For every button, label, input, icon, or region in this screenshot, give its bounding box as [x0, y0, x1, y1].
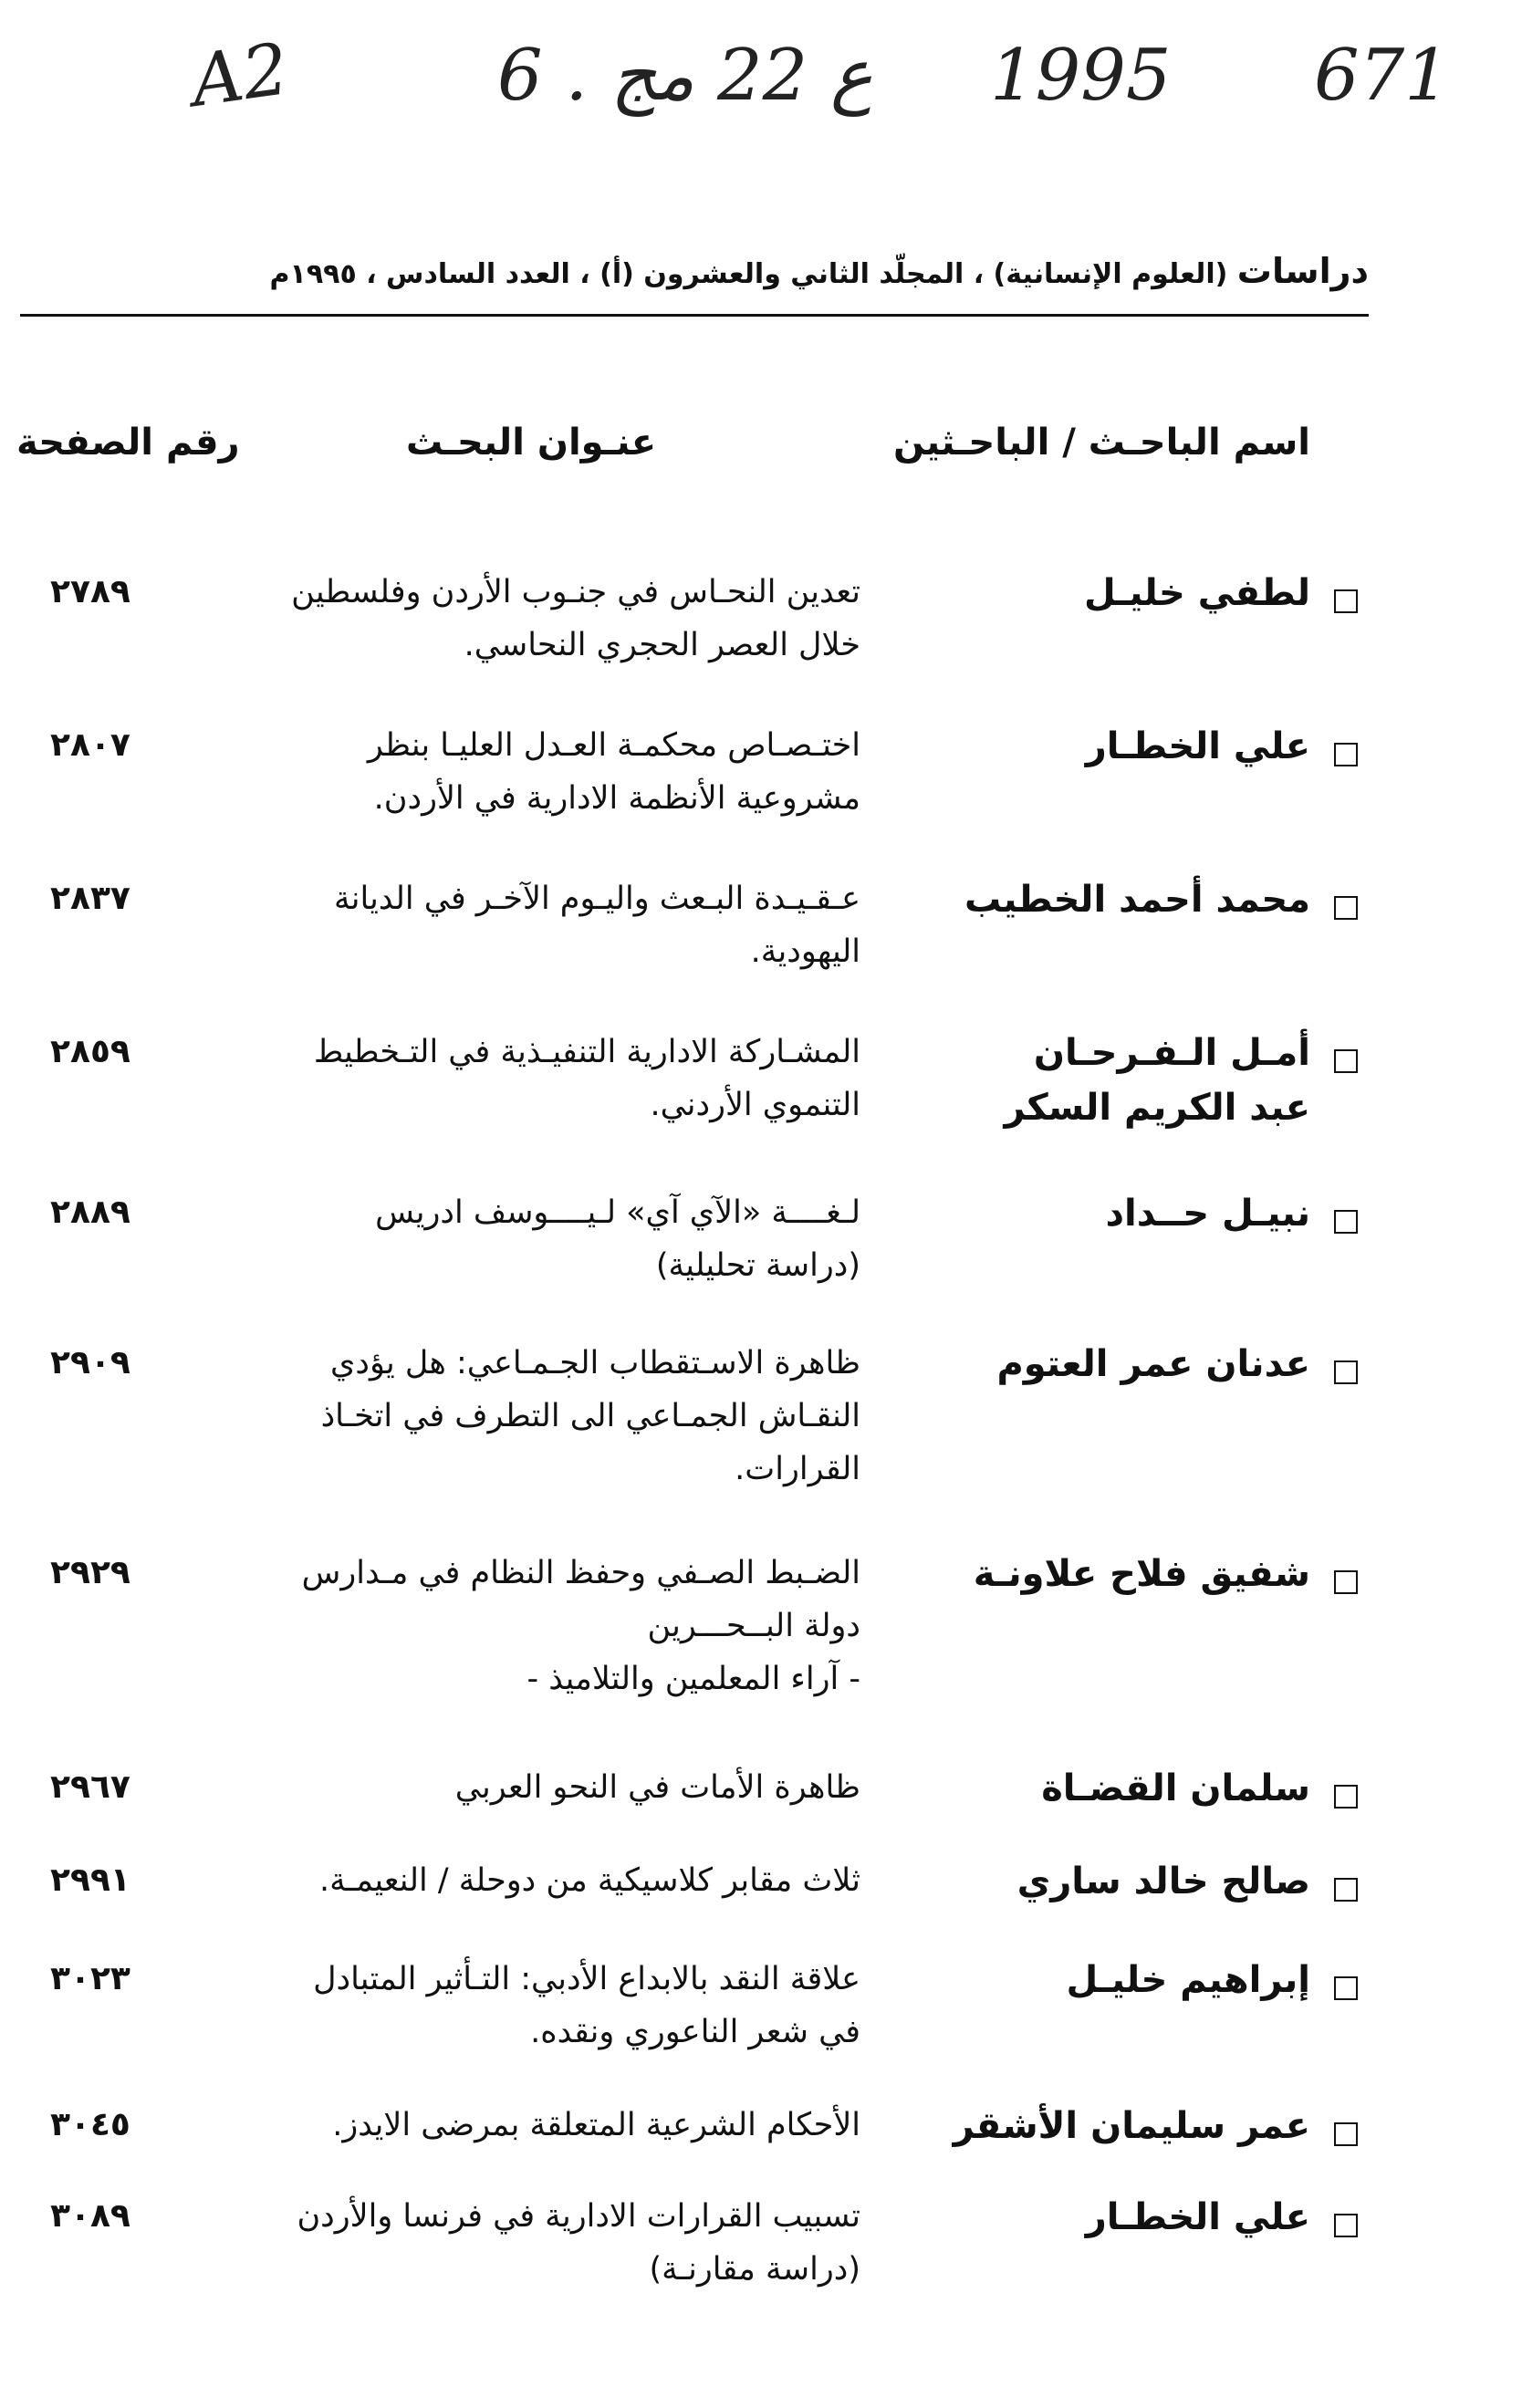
handwritten-volume-ref: 6 . ع 22 مج [497, 35, 873, 117]
journal-details: (العلوم الإنسانية) ، المجلّد الثاني والعشرون (أ) ، العدد السادس ، ١٩٩٥م [269, 258, 1237, 290]
author-line: علي الخطـار [1085, 2196, 1310, 2238]
entry-page-number: ٢٩٢٩ [50, 1554, 130, 1591]
title-line: في شعر الناعوري ونقده. [530, 2014, 860, 2050]
title-line: الأحكام الشرعية المتعلقة بمرضى الايدز. [332, 2107, 860, 2143]
handwritten-number: 671 [1314, 35, 1450, 117]
entry-title [222, 1953, 860, 2059]
journal-header [18, 251, 1369, 291]
title-line: ثلاث مقابر كلاسيكية من دوحلة / النعيمـة. [318, 1862, 860, 1899]
checkbox-square-icon [1334, 1570, 1358, 1594]
title-line: تعدين النحـاس في جنـوب الأردن وفلسطين [291, 574, 860, 610]
author-line: إبراهيم خليـل [1066, 1959, 1310, 2001]
title-line: اليهودية. [750, 933, 860, 970]
title-line: اختـصـاص محكمـة العـدل العليـا بنظر [367, 727, 860, 764]
title-line: عـقـيـدة البـعث واليـوم الآخـر في الديانة [333, 881, 860, 917]
title-line: دولة البــحـــرين [647, 1608, 860, 1644]
entry-author [927, 1026, 1310, 1135]
entry-author [927, 719, 1310, 774]
entry-page-number: ٢٩٩١ [50, 1861, 130, 1899]
entry-author [927, 1186, 1310, 1241]
entry-page-number: ٢٨٠٧ [50, 726, 130, 764]
author-line: أمـل الـفـرحـان [1033, 1032, 1310, 1074]
checkbox-square-icon [1334, 1360, 1358, 1384]
entry-page-number: ٣٠٢٣ [50, 1960, 130, 1997]
title-line: مشروعية الأنظمة الادارية في الأردن. [373, 780, 860, 817]
entry-author [927, 1547, 1310, 1601]
author-line: عمر سليمان الأشقر [953, 2105, 1310, 2147]
checkbox-square-icon [1334, 1049, 1358, 1073]
entry-page-number: ٢٨٥٩ [50, 1033, 130, 1070]
entry-author [927, 1761, 1310, 1816]
column-header-page: رقم الصفحة [16, 422, 240, 464]
header-divider [20, 314, 1369, 317]
title-line: النقـاش الجمـاعي الى التطرف في اتخـاذ [320, 1398, 860, 1434]
entry-page-number: ٢٨٨٩ [50, 1194, 130, 1231]
column-header-author: اسم الباحـث / الباحـثين [893, 422, 1310, 464]
entry-page-number: ٢٧٨٩ [50, 573, 130, 610]
title-line: علاقة النقد بالابداع الأدبي: التـأثير المتبادل [313, 1961, 860, 1997]
entry-title [222, 2099, 860, 2152]
entry-author [927, 2190, 1310, 2245]
entry-author [927, 2099, 1310, 2153]
title-line: تسبيب القرارات الادارية في فرنسا والأردن [297, 2198, 860, 2235]
checkbox-square-icon [1334, 896, 1358, 920]
author-line: سلمان القضـاة [1041, 1767, 1310, 1809]
title-line: لـغــــة «الآي آي» لـيــــوسف ادريس [375, 1194, 860, 1231]
checkbox-square-icon [1334, 2214, 1358, 2237]
checkbox-square-icon [1334, 743, 1358, 766]
title-line: - آراء المعلمين والتلاميذ - [526, 1661, 860, 1697]
entry-author [927, 872, 1310, 927]
author-line: صالح خالد ساري [1016, 1861, 1310, 1902]
entry-title [222, 872, 860, 978]
entry-title [222, 2190, 860, 2296]
title-line: التنموي الأردني. [650, 1087, 860, 1123]
checkbox-square-icon [1334, 589, 1358, 613]
handwritten-year: 1995 [990, 35, 1172, 117]
checkbox-square-icon [1334, 2122, 1358, 2146]
author-line: لطفي خليـل [1083, 572, 1310, 614]
title-line: (دراسة مقارنـة) [649, 2251, 860, 2288]
author-line: محمد أحمد الخطيب [964, 879, 1310, 921]
entry-author [927, 1854, 1310, 1909]
handwritten-code: A2 [186, 28, 294, 123]
title-line: الضـبط الصـفي وحفظ النظام في مـدارس [301, 1555, 860, 1591]
checkbox-square-icon [1334, 1785, 1358, 1809]
entry-title [222, 1337, 860, 1496]
entry-page-number: ٢٨٣٧ [50, 880, 130, 917]
checkbox-square-icon [1334, 1210, 1358, 1234]
entry-page-number: ٢٩٦٧ [50, 1768, 130, 1806]
author-line: علي الخطـار [1085, 725, 1310, 767]
author-line: شفيق فلاح علاونـة [973, 1553, 1310, 1595]
entry-author [927, 1953, 1310, 2007]
entry-page-number: ٣٠٤٥ [50, 2106, 130, 2143]
entry-title [222, 1026, 860, 1131]
entry-author [927, 1337, 1310, 1392]
title-line: المشـاركة الادارية التنفيـذية في التـخطيط [313, 1034, 860, 1070]
entry-title [222, 1547, 860, 1705]
title-line: (دراسة تحليلية) [655, 1247, 860, 1284]
entry-page-number: ٣٠٨٩ [50, 2197, 130, 2235]
journal-brand: دراسات [1236, 251, 1369, 291]
checkbox-square-icon [1334, 1878, 1358, 1902]
author-line: عبد الكريم السكر [1004, 1087, 1310, 1129]
column-header-title: عنـوان البحـث [406, 422, 657, 464]
entry-title [222, 1761, 860, 1814]
title-line: خلال العصر الحجري النحاسي. [464, 627, 860, 663]
title-line: القرارات. [735, 1451, 860, 1487]
checkbox-square-icon [1334, 1976, 1358, 2000]
title-line: ظاهرة الأمات في النحو العربي [454, 1769, 860, 1806]
title-line: ظاهرة الاسـتقطاب الجـمـاعي: هل يؤدي [330, 1345, 860, 1381]
entry-title [222, 1854, 860, 1907]
author-line: نبيـل حــداد [1105, 1193, 1310, 1235]
entry-title [222, 1186, 860, 1292]
handwritten-annotation [173, 16, 1487, 153]
entry-title [222, 566, 860, 672]
entry-author [927, 566, 1310, 620]
author-line: عدنان عمر العتوم [996, 1343, 1310, 1385]
entry-page-number: ٢٩٠٩ [50, 1344, 130, 1381]
entry-title [222, 719, 860, 825]
